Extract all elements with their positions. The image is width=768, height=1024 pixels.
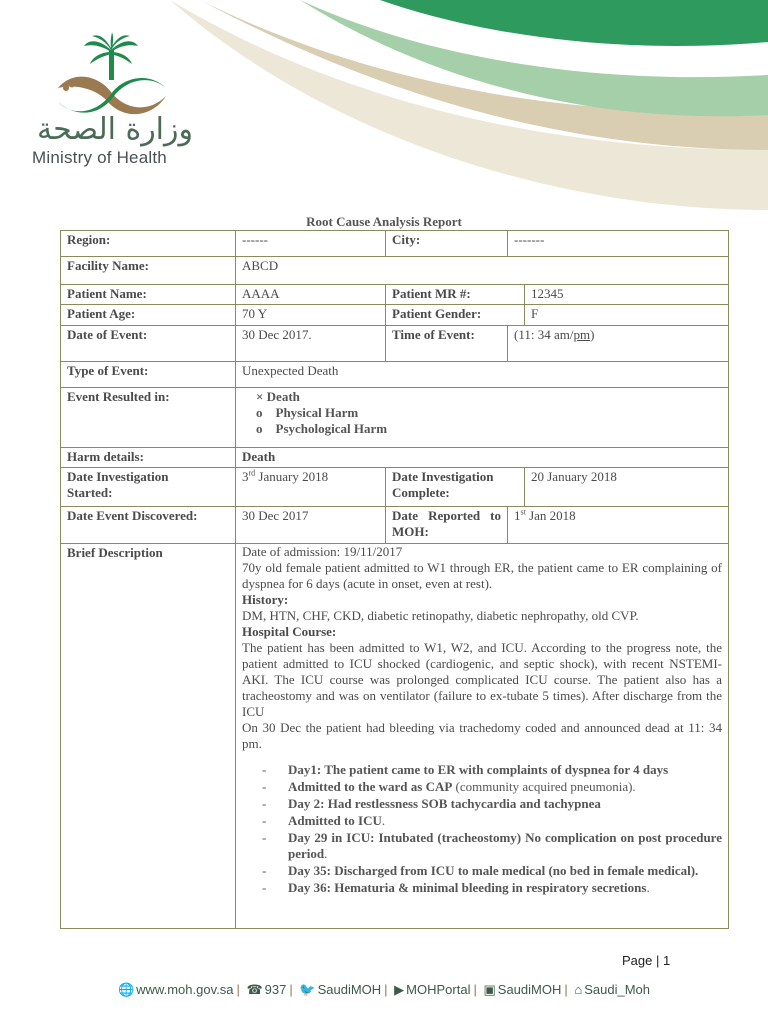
twitter-icon: 🐦 [299,982,316,997]
list-item: - Admitted to ICU. [262,813,386,828]
type-value: Unexpected Death [236,362,729,388]
palm-icon [84,32,138,80]
facility-value: ABCD [236,257,729,285]
reported-label-1: Date Reported to [392,508,501,523]
table-row [61,326,729,362]
list-item: - Day1: The patient came to ER with complaints of dyspnea for 4 days [262,762,669,777]
inv-complete-label [386,468,525,507]
list-item: - Day 29 in ICU: Intubated (tracheostomy) No complication on post procedure period. [262,830,722,861]
facility-label: Facility Name: [61,257,236,285]
inv-started-label [61,468,236,507]
inv-started-value [236,468,386,507]
inv-started-day: 3 [242,469,249,484]
instagram-icon: ▣ [483,982,496,997]
reported-rest: Jan 2018 [525,508,576,523]
day-normal-text: (community acquired pneumonia). [452,779,636,794]
phone-link[interactable] [246,982,286,997]
list-item: - Day 36: Hematuria & minimal bleeding in respiratory secretions. [262,880,650,895]
option-psychological-harm: o Psychological Harm [256,421,388,436]
list-item: - Admitted to the ward as CAP (community acquired pneumonia). [262,779,636,794]
description-label: Brief Description [61,544,236,929]
inv-complete-label-2: Complete: [392,485,450,500]
day-bold-text: Day1: The patient came to ER with complaints of dyspnea for 4 days [288,762,669,777]
resulted-label: Event Resulted in: [61,388,236,448]
youtube-link[interactable] [394,982,470,997]
time-event-value [508,326,729,362]
date-event-value: 30 Dec 2017. [236,326,386,362]
age-value: 70 Y [236,305,386,326]
instagram-text: SaudiMOH [497,982,562,997]
day-bold-text: Day 36: Hematuria & minimal bleeding in respiratory secretions [288,880,647,895]
mr-value: 12345 [525,285,729,305]
death-text: On 30 Dec the patient had bleeding via trachedomy coded and announced dead at 11: 34 pm. [242,720,722,751]
reported-sup: st [520,507,526,517]
patient-name-value: AAAA [236,285,386,305]
region-value: ------ [236,231,386,257]
harm-value: Death [236,448,729,468]
inv-complete-value: 20 January 2018 [525,468,729,507]
city-value: ------- [508,231,729,257]
history-text: DM, HTN, CHF, CKD, diabetic retinopathy, diabetic nephropathy, old CVP. [242,608,639,623]
resulted-options [236,388,729,448]
table-row [61,468,729,507]
instagram-link[interactable] [483,982,561,997]
mr-label: Patient MR #: [386,285,525,305]
course-text: The patient has been admitted to W1, W2, and ICU. According to the progress note, the patient admitted to ICU shocked (cardiogenic, and septic shock), with recent NSTEMI-AKI. The ICU course was prolonged complicated ICU course. The patient also has a tracheostomy and was on ventilator (failure to ex-tubate 5 times). After discharge from the ICU [242,640,722,719]
inv-started-rest: January 2018 [255,469,329,484]
course-heading: Hospital Course: [242,624,337,639]
reported-value [508,507,729,544]
website-text: www.moh.gov.sa [136,982,234,997]
city-label: City: [386,231,508,257]
day-bold-text: Day 2: Had restlessness SOB tachycardia and tachypnea [288,796,601,811]
admission-date: Date of admission: 19/11/2017 [242,544,403,559]
day-normal-text: . [324,846,328,861]
history-heading: History: [242,592,289,607]
table-row [61,305,729,326]
option-physical-harm: o Physical Harm [256,405,359,420]
timeline-list [242,762,722,896]
day-normal-text: . [381,813,386,828]
type-label: Type of Event: [61,362,236,388]
harm-label: Harm details: [61,448,236,468]
patient-name-label: Patient Name: [61,285,236,305]
time-pm-text: pm [573,327,591,342]
inv-started-label-1: Date Investigation [67,469,169,484]
inv-started-sup: rd [248,468,256,478]
snapchat-text: Saudi_Moh [584,982,651,997]
logo-arabic-name: وزارة الصحة [37,112,193,147]
list-item: - Day 35: Discharged from ICU to male medical (no bed in female medical). [262,863,699,878]
report-table [60,230,729,929]
day-bold-text: Day 29 in ICU: Intubated (tracheostomy) No complication on post procedure period [288,830,722,861]
time-value-text: (11: 34 am/ [514,327,574,342]
time-event-label: Time of Event: [386,326,508,362]
gender-value: F [525,305,729,326]
day-bold-text: Day 35: Discharged from ICU to male medical (no bed in female medical). [288,863,699,878]
table-row [61,285,729,305]
date-event-label: Date of Event: [61,326,236,362]
phone-icon: ☎ [246,982,263,997]
day-normal-text: . [646,880,650,895]
twitter-text: SaudiMOH [317,982,382,997]
day-bold-text: Admitted to ICU [288,813,382,828]
description-body [236,544,729,929]
list-item: - Day 2: Had restlessness SOB tachycardia and tachypnea [262,796,601,811]
table-row [61,544,729,929]
table-row [61,362,729,388]
snapchat-icon: ⌂ [574,982,583,997]
reported-label-2: MOH: [392,524,429,539]
snapchat-link[interactable] [574,982,650,997]
logo-english-name: Ministry of Health [32,148,167,167]
time-close-text: ) [590,327,595,342]
footer-links: 🌐 www.moh.gov.sa | ☎ 937 | 🐦 SaudiMOH | ▶ MOHPortal | ▣ SaudiMOH | ⌂ Saudi_Moh [117,982,651,997]
table-row [61,448,729,468]
discovered-value: 30 Dec 2017 [236,507,386,544]
website-link[interactable] [118,982,233,997]
inv-started-label-2: Started: [67,485,113,500]
youtube-icon: ▶ [394,982,405,997]
discovered-label: Date Event Discovered: [61,507,236,544]
region-label: Region: [61,231,236,257]
inv-complete-label-1: Date Investigation [392,469,494,484]
table-row [61,257,729,285]
table-row [61,388,729,448]
report-title: Root Cause Analysis Report [306,214,462,229]
age-label: Patient Age: [61,305,236,326]
option-death: × Death [256,389,300,404]
gender-label: Patient Gender: [386,305,525,326]
phone-text: 937 [264,982,287,997]
page-number: Page | 1 [622,953,671,968]
table-row [61,231,729,257]
twitter-link[interactable] [299,982,381,997]
reported-day: 1 [514,508,521,523]
youtube-text: MOHPortal [406,982,471,997]
table-row [61,507,729,544]
reported-label [386,507,508,544]
day-bold-text: Admitted to the ward as CAP [288,779,453,794]
globe-icon: 🌐 [117,982,135,997]
summary-text: 70y old female patient admitted to W1 through ER, the patient came to ER complaining of dyspnea for 6 days (acute in onset, even at rest). [242,560,722,591]
